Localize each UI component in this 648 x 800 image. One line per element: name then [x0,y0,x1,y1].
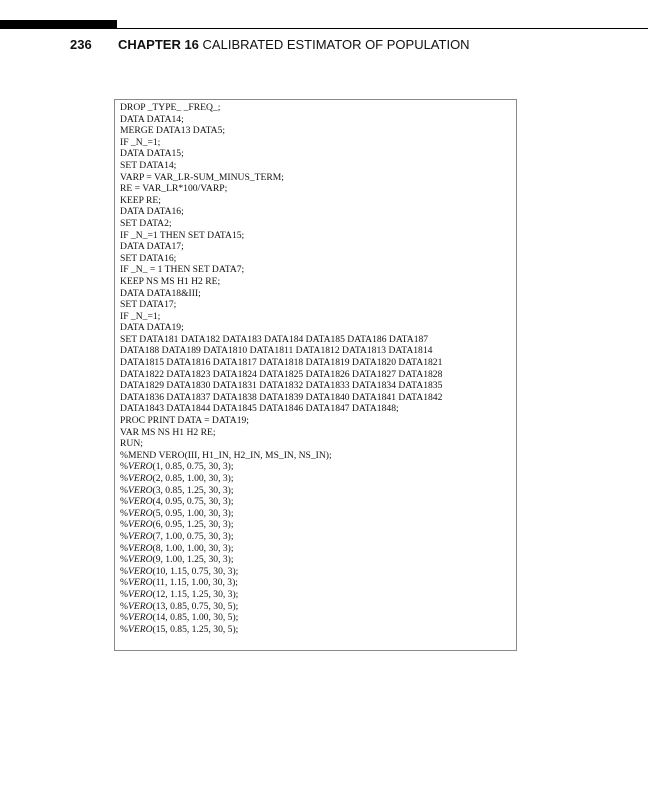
header-thick-rule [0,20,117,29]
code-line: VAR MS NS H1 H2 RE; [120,426,216,438]
header-thin-rule [117,28,648,29]
macro-call-line [120,473,516,485]
code-line: SET DATA181 DATA182 DATA183 DATA184 DATA185 DATA186 DATA187 [120,333,429,345]
macro-prefix: % [120,530,128,542]
macro-args: (12, 1.15, 1.25, 30, 3); [152,588,239,600]
macro-name: VERO [128,623,153,635]
macro-prefix: % [120,554,128,566]
code-line: KEEP NS MS H1 H2 RE; [120,275,221,287]
macro-args: (11, 1.15, 1.00, 30, 3); [152,577,238,589]
code-line: IF _N_ = 1 THEN SET DATA7; [120,264,245,276]
macro-call-line [120,566,516,578]
macro-call-line [120,554,516,566]
code-line: IF _N_=1 THEN SET DATA15; [120,229,245,241]
macro-name: VERO [128,484,153,496]
macro-call-line [120,531,516,543]
macro-name: VERO [128,507,153,519]
macro-prefix: % [120,623,128,635]
code-line: DATA DATA17; [120,241,184,253]
code-lines [120,102,516,461]
macro-prefix: % [120,507,128,519]
code-line: RUN; [120,438,143,450]
code-line: DATA188 DATA189 DATA1810 DATA1811 DATA1812 DATA1813 DATA1814 [120,345,433,357]
code-line: VARP = VAR_LR-SUM_MINUS_TERM; [120,171,284,183]
macro-name: VERO [128,519,153,531]
macro-prefix: % [120,577,128,589]
macro-call-line [120,508,516,520]
macro-call-line [120,461,516,473]
macro-args: (5, 0.95, 1.00, 30, 3); [152,507,234,519]
macro-name: VERO [128,496,153,508]
macro-name: VERO [128,600,153,612]
code-line: DATA1836 DATA1837 DATA1838 DATA1839 DATA1840 DATA1841 DATA1842 [120,391,443,403]
macro-prefix: % [120,600,128,612]
macro-prefix: % [120,588,128,600]
code-line: %MEND VERO(III, H1_IN, H2_IN, MS_IN, NS_IN); [120,449,332,461]
macro-prefix: % [120,542,128,554]
macro-args: (8, 1.00, 1.00, 30, 3); [152,542,234,554]
code-line: SET DATA16; [120,252,177,264]
code-line: MERGE DATA13 DATA5; [120,125,226,137]
code-line: DATA1829 DATA1830 DATA1831 DATA1832 DATA1833 DATA1834 DATA1835 [120,380,443,392]
macro-prefix: % [120,461,128,473]
code-line: DATA1815 DATA1816 DATA1817 DATA1818 DATA1819 DATA1820 DATA1821 [120,357,443,369]
code-line: SET DATA14; [120,159,177,171]
code-line: DATA DATA16; [120,206,184,218]
macro-args: (7, 1.00, 0.75, 30, 3); [152,530,234,542]
code-line: SET DATA2; [120,217,172,229]
macro-args: (15, 0.85, 1.25, 30, 5); [152,623,239,635]
page-number: 236 [70,37,92,52]
code-line: IF _N_=1; [120,136,161,148]
macro-call-line [120,589,516,601]
macro-args: (13, 0.85, 0.75, 30, 5); [152,600,239,612]
macro-args: (6, 0.95, 1.25, 30, 3); [152,519,234,531]
code-line: DATA DATA15; [120,148,184,160]
code-line: DATA DATA14; [120,113,184,125]
macro-name: VERO [128,542,153,554]
macro-call-line [120,624,516,636]
macro-args: (2, 0.85, 1.00, 30, 3); [152,473,234,484]
macro-call-lines [120,461,516,635]
code-line: DATA1822 DATA1823 DATA1824 DATA1825 DATA1826 DATA1827 DATA1828 [120,368,443,380]
macro-call-line [120,577,516,589]
macro-name: VERO [128,588,153,600]
chapter-title: CALIBRATED ESTIMATOR OF POPULATION [202,37,470,52]
macro-call-line [120,496,516,508]
macro-call-line [120,485,516,497]
macro-name: VERO [128,612,153,624]
chapter-label: CHAPTER 16 [118,37,199,52]
code-line: DATA DATA19; [120,322,184,334]
macro-name: VERO [128,530,153,542]
running-head [70,36,470,54]
code-line: DATA DATA18&III; [120,287,201,299]
macro-args: (1, 0.85, 0.75, 30, 3); [152,461,234,473]
macro-prefix: % [120,473,128,484]
code-line: SET DATA17; [120,299,177,311]
macro-args: (10, 1.15, 0.75, 30, 3); [152,565,239,577]
code-listing-box [114,99,517,651]
macro-call-line [120,601,516,613]
code-line: KEEP RE; [120,194,161,206]
macro-args: (3, 0.85, 1.25, 30, 3); [152,484,234,496]
code-line: DROP _TYPE_ _FREQ_; [120,102,221,113]
macro-args: (9, 1.00, 1.25, 30, 3); [152,554,234,566]
macro-prefix: % [120,612,128,624]
macro-name: VERO [128,577,153,589]
macro-name: VERO [128,461,153,473]
macro-prefix: % [120,496,128,508]
macro-call-line [120,543,516,555]
macro-name: VERO [128,473,153,484]
code-line: DATA1843 DATA1844 DATA1845 DATA1846 DATA1847 DATA1848; [120,403,399,415]
macro-args: (14, 0.85, 1.00, 30, 5); [152,612,239,624]
code-line: PROC PRINT DATA = DATA19; [120,415,249,427]
macro-call-line [120,612,516,624]
code-line: RE = VAR_LR*100/VARP; [120,183,228,195]
macro-call-line [120,519,516,531]
macro-prefix: % [120,519,128,531]
code-line: IF _N_=1; [120,310,161,322]
macro-name: VERO [128,554,153,566]
macro-args: (4, 0.95, 0.75, 30, 3); [152,496,234,508]
macro-prefix: % [120,565,128,577]
macro-name: VERO [128,565,153,577]
macro-prefix: % [120,484,128,496]
